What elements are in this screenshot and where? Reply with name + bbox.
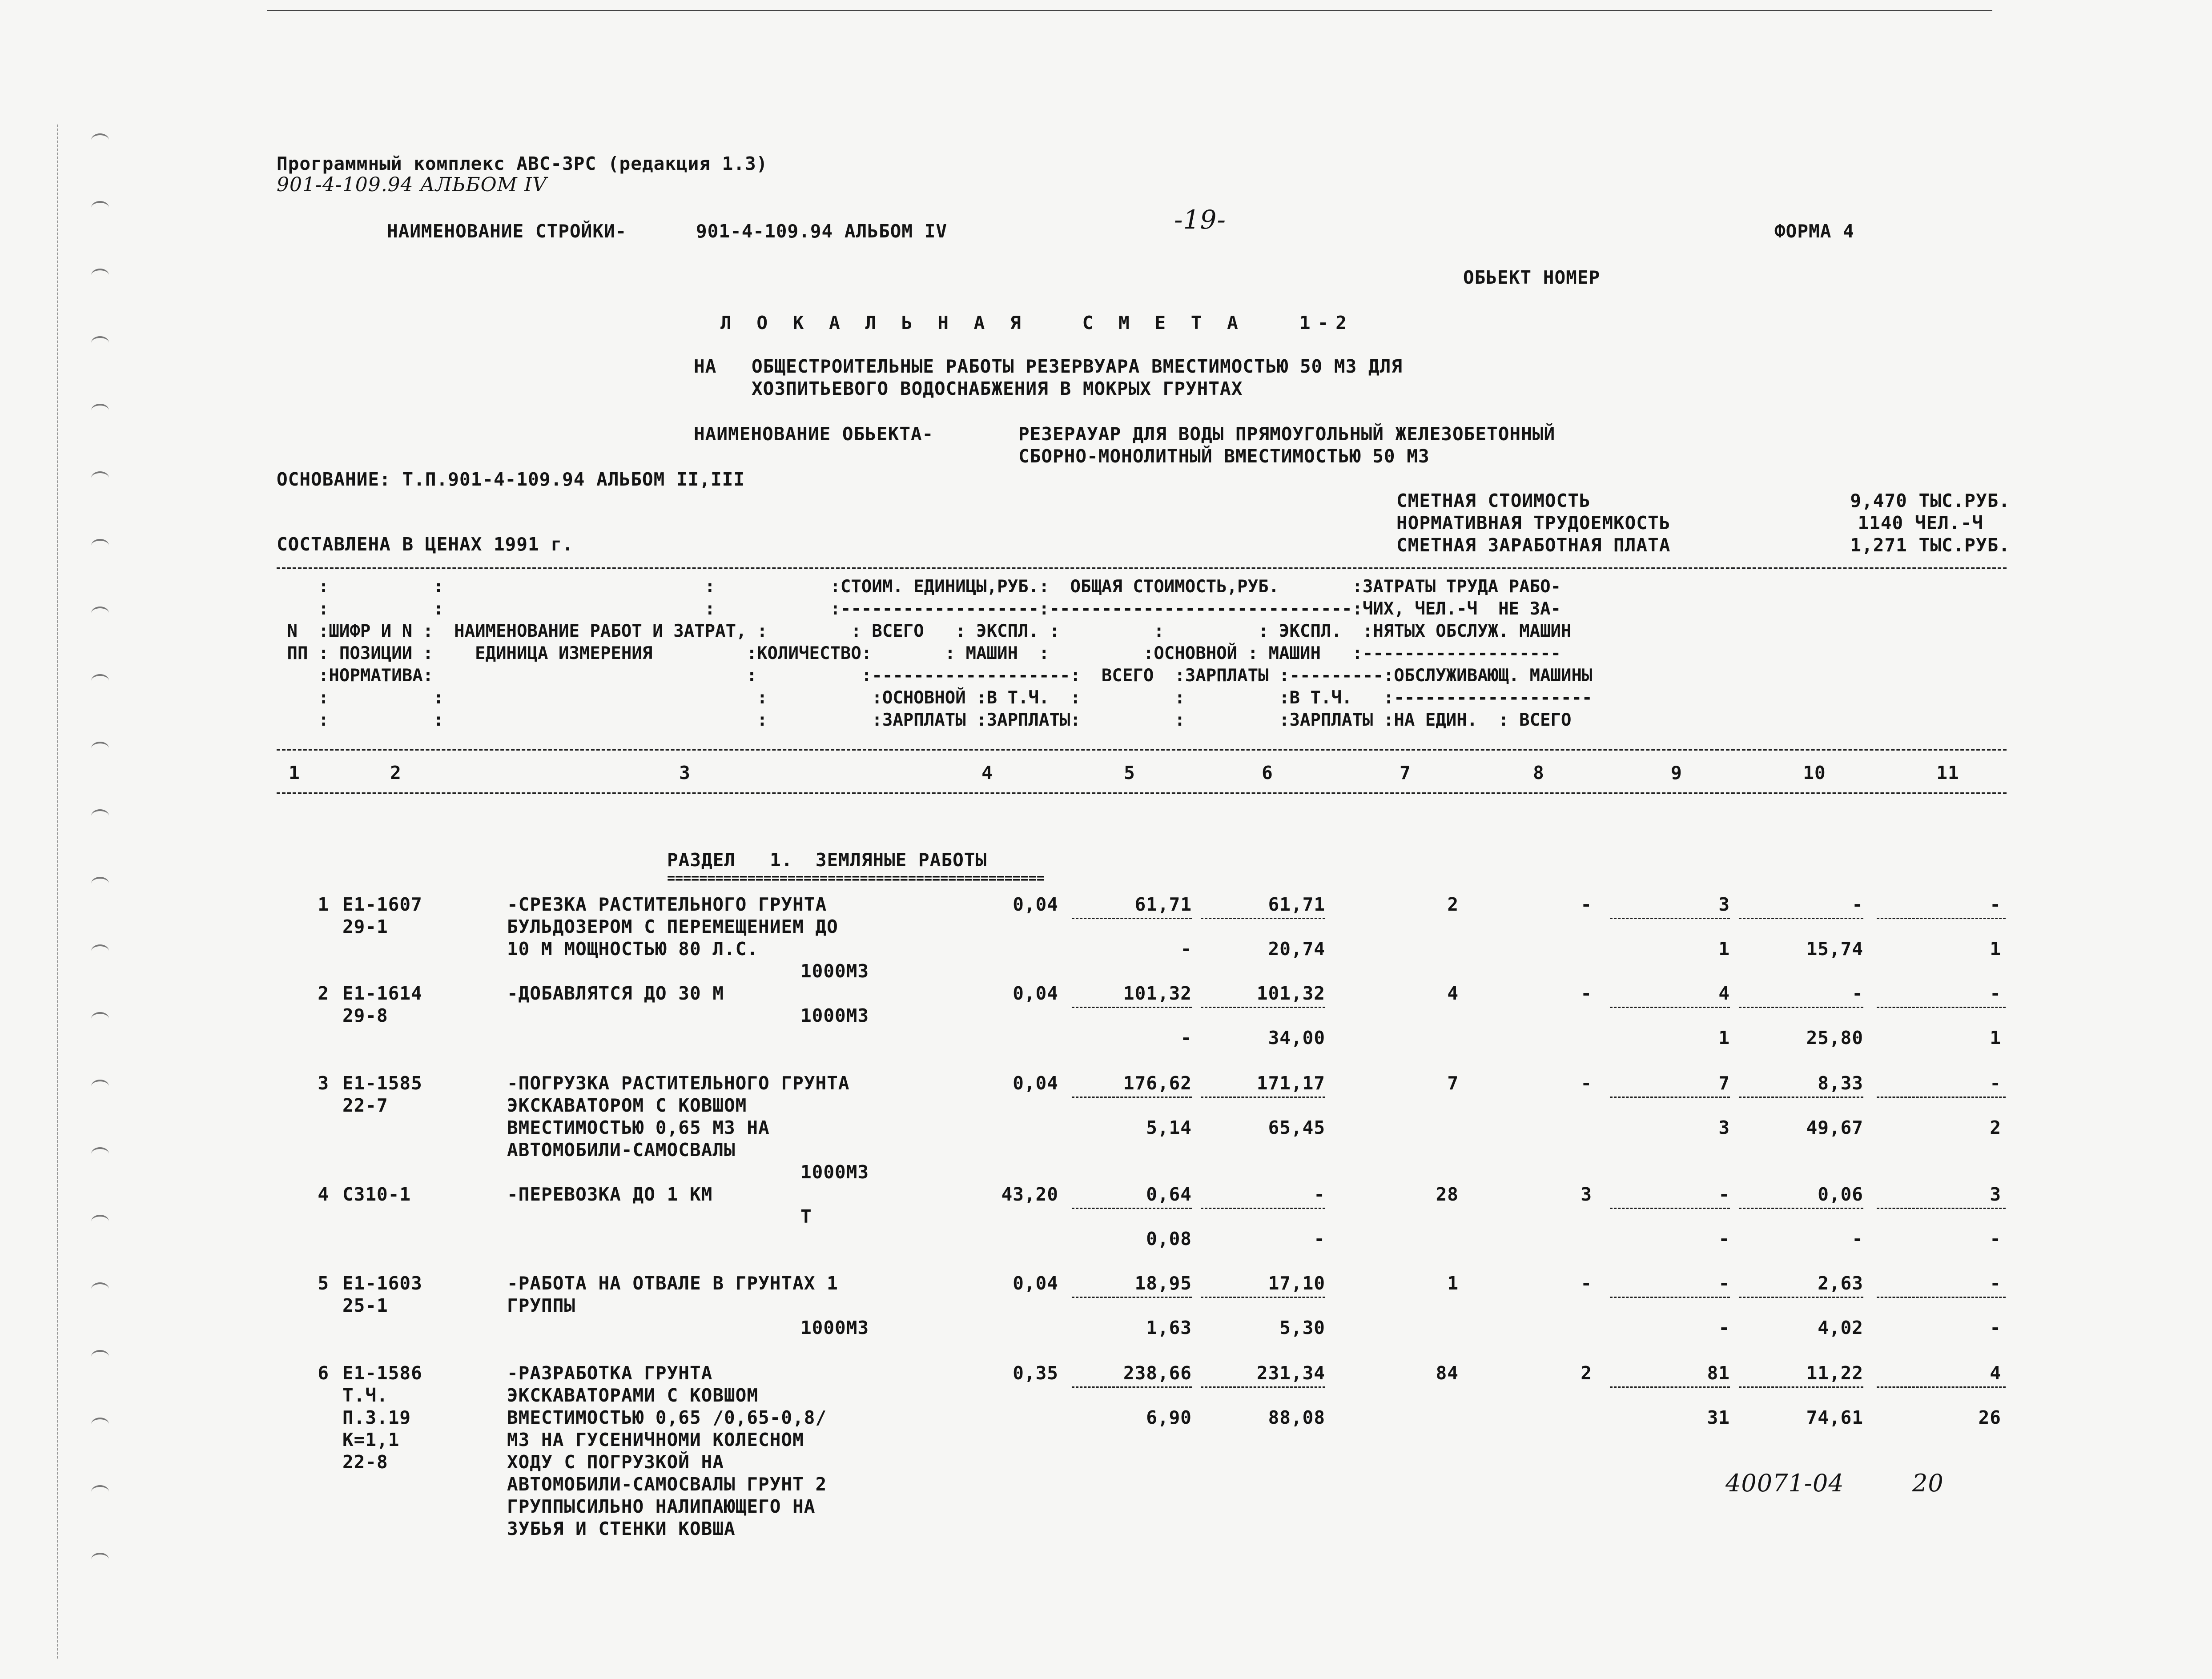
row-total-wage: 2	[1581, 1362, 1592, 1384]
col-number: 9	[1671, 762, 1682, 783]
summary-label: СМЕТНАЯ ЗАРАБОТНАЯ ПЛАТА	[1396, 534, 1671, 556]
row-cost-total: 18,95	[1134, 1273, 1192, 1294]
row-labor-total: -	[1990, 1273, 2001, 1294]
row-labor-unit: -	[1852, 894, 1863, 915]
row-cost-wage: 0,08	[1146, 1228, 1192, 1249]
row-description: АВТОМОБИЛИ-САМОСВАЛЫ	[507, 1139, 736, 1161]
cell-separator	[1739, 1386, 1863, 1388]
cell-separator	[1072, 1297, 1192, 1298]
row-labor-total-2: 26	[1978, 1407, 2001, 1428]
row-description: БУЛЬДОЗЕРОМ С ПЕРЕМЕЩЕНИЕМ ДО	[507, 916, 838, 937]
cell-separator	[1201, 1208, 1325, 1209]
header-line: :НОРМАТИВА: : :-------------------: ВСЕГО :ЗАРПЛАТЫ :---------:ОБСЛУЖИВАЮЩ. МАШИНЫ	[277, 666, 1593, 686]
row-cost-total: 0,64	[1146, 1184, 1192, 1205]
handwritten-album: 901-4-109.94 АЛЬБОМ IV	[277, 173, 547, 196]
row-quantity: 0,04	[1013, 983, 1058, 1004]
row-cost-total: 61,71	[1134, 894, 1192, 915]
col-number: 6	[1262, 762, 1273, 783]
cell-separator	[1610, 1386, 1730, 1388]
section-underline: ===============================================	[667, 871, 1045, 886]
row-cost-wage: 5,14	[1146, 1117, 1192, 1138]
row-number: 3	[318, 1072, 329, 1094]
row-unit: Т	[800, 1206, 812, 1227]
row-code: 25-1	[342, 1295, 388, 1316]
row-code: 22-8	[342, 1451, 388, 1473]
row-total-machine: 4	[1718, 983, 1730, 1004]
row-cost-machine: 101,32	[1256, 983, 1325, 1004]
row-cost-wage: -	[1180, 938, 1192, 960]
object-label: НАИМЕНОВАНИЕ ОБЬЕКТА-	[694, 423, 934, 445]
row-cost-total: 101,32	[1123, 983, 1192, 1004]
row-unit: 1000М3	[800, 1005, 869, 1026]
row-total: 84	[1436, 1362, 1459, 1384]
row-code: Е1-1586	[342, 1362, 422, 1384]
row-description: -ДОБАВЛЯТСЯ ДО 30 М	[507, 983, 724, 1004]
cell-separator	[1610, 1097, 1730, 1098]
software-name: Программный комплекс АВС-3РС (редакция 1.3)	[277, 153, 768, 174]
row-labor-unit: -	[1852, 983, 1863, 1004]
col-number: 10	[1803, 762, 1826, 783]
cell-separator	[1739, 1007, 1863, 1008]
row-description: ХОДУ С ПОГРУЗКОЙ НА	[507, 1451, 724, 1473]
row-labor-unit: 0,06	[1818, 1184, 1863, 1205]
row-cost-machine-wage: 20,74	[1268, 938, 1325, 960]
row-total-wage: -	[1581, 1072, 1592, 1094]
binder-mark	[91, 1282, 109, 1296]
binder-mark	[91, 809, 109, 823]
table-header	[277, 576, 2007, 745]
form-number: ФОРМА 4	[1774, 221, 1854, 242]
row-description: ВМЕСТИМОСТЬЮ 0,65 /0,65-0,8/	[507, 1407, 827, 1428]
row-machine-wage: 1	[1718, 1027, 1730, 1048]
row-code: С310-1	[342, 1184, 411, 1205]
row-code: К=1,1	[342, 1429, 400, 1450]
row-code: 29-1	[342, 916, 388, 937]
cell-separator	[1739, 918, 1863, 919]
row-labor-unit-2: 4,02	[1818, 1317, 1863, 1338]
summary-value: 1,271 ТЫС.РУБ.	[1850, 534, 2010, 556]
row-labor-total: 4	[1990, 1362, 2001, 1384]
row-labor-unit-2: 49,67	[1806, 1117, 1863, 1138]
binder-mark	[91, 471, 109, 485]
binder-mark	[91, 201, 109, 214]
row-code: Е1-1585	[342, 1072, 422, 1094]
row-cost-machine: 17,10	[1268, 1273, 1325, 1294]
row-machine-wage: 3	[1718, 1117, 1730, 1138]
row-total: 28	[1436, 1184, 1459, 1205]
row-cost-total: 238,66	[1123, 1362, 1192, 1384]
row-total-machine: 7	[1718, 1072, 1730, 1094]
binder-mark	[91, 133, 109, 147]
row-code: Т.Ч.	[342, 1385, 388, 1406]
row-total-machine: 81	[1707, 1362, 1730, 1384]
row-cost-machine-wage: 5,30	[1279, 1317, 1325, 1338]
row-labor-unit-2: -	[1852, 1228, 1863, 1249]
cell-separator	[1201, 1007, 1325, 1008]
row-description: ВМЕСТИМОСТЬЮ 0,65 М3 НА	[507, 1117, 770, 1138]
row-description: АВТОМОБИЛИ-САМОСВАЛЫ ГРУНТ 2	[507, 1474, 827, 1495]
row-labor-total: -	[1990, 983, 2001, 1004]
header-line: : : : :ОСНОВНОЙ :В Т.Ч. : : :В Т.Ч. :-------------------	[277, 688, 1593, 708]
object-line-1: РЕЗЕРАУАР ДЛЯ ВОДЫ ПРЯМОУГОЛЬНЫЙ ЖЕЛЕЗОБЕТОННЫЙ	[1018, 423, 1556, 445]
table-top-rule	[277, 567, 2007, 569]
column-numbers-rule	[277, 792, 2007, 794]
binder-mark	[91, 674, 109, 687]
row-description: -ПОГРУЗКА РАСТИТЕЛЬНОГО ГРУНТА	[507, 1072, 850, 1094]
binder-mark	[91, 607, 109, 620]
row-description: ЭКСКАВАТОРАМИ С КОВШОМ	[507, 1385, 759, 1406]
row-total-machine: 3	[1718, 894, 1730, 915]
binder-mark	[91, 1485, 109, 1498]
binder-mark	[91, 269, 109, 282]
col-number: 2	[390, 762, 402, 783]
row-total-machine: -	[1718, 1184, 1730, 1205]
cell-separator	[1610, 1007, 1730, 1008]
cell-separator	[1739, 1297, 1863, 1298]
row-cost-wage: -	[1180, 1027, 1192, 1048]
row-cost-machine: 61,71	[1268, 894, 1325, 915]
row-total-wage: -	[1581, 894, 1592, 915]
row-cost-machine: 171,17	[1256, 1072, 1325, 1094]
binder-mark	[91, 1147, 109, 1161]
row-cost-machine-wage: 34,00	[1268, 1027, 1325, 1048]
row-labor-total-2: 2	[1990, 1117, 2001, 1138]
row-cost-total: 176,62	[1123, 1072, 1192, 1094]
row-description: ЭКСКАВАТОРОМ С КОВШОМ	[507, 1095, 747, 1116]
row-labor-total-2: 1	[1990, 938, 2001, 960]
row-total: 2	[1447, 894, 1459, 915]
construction-label: НАИМЕНОВАНИЕ СТРОЙКИ-	[387, 221, 627, 242]
cell-separator	[1610, 1208, 1730, 1209]
row-labor-total-2: -	[1990, 1317, 2001, 1338]
header-line: : : : :ЗАРПЛАТЫ :ЗАРПЛАТЫ: : :ЗАРПЛАТЫ :НА ЕДИН. : ВСЕГО	[277, 710, 1572, 730]
binder-mark	[91, 404, 109, 417]
row-quantity: 0,35	[1013, 1362, 1058, 1384]
header-line: N :ШИФР И N : НАИМЕНОВАНИЕ РАБОТ И ЗАТРАТ, : : ВСЕГО : ЭКСПЛ. : : : ЭКСПЛ. :НЯТЫХ ОБСЛУЖ. МАШИН	[277, 621, 1572, 641]
row-total: 7	[1447, 1072, 1459, 1094]
price-basis: СОСТАВЛЕНА В ЦЕНАХ 1991 г.	[277, 534, 574, 555]
col-number: 7	[1400, 762, 1411, 783]
cell-separator	[1877, 1297, 2006, 1298]
cell-separator	[1201, 1097, 1325, 1098]
row-number: 5	[318, 1273, 329, 1294]
row-cost-machine: 231,34	[1256, 1362, 1325, 1384]
binder-mark	[91, 539, 109, 552]
row-labor-total-2: -	[1990, 1228, 2001, 1249]
header-line: ПП : ПОЗИЦИИ : ЕДИНИЦА ИЗМЕРЕНИЯ :КОЛИЧЕСТВО: : МАШИН : :ОСНОВНОЙ : МАШИН :-------------------	[277, 643, 1561, 663]
binder-mark	[91, 877, 109, 890]
header-line: : : : :-------------------:-----------------------------:ЧИХ, ЧЕЛ.-Ч НЕ ЗА-	[277, 599, 1561, 619]
binder-margin	[57, 125, 60, 1659]
row-quantity: 0,04	[1013, 1273, 1058, 1294]
summary-label: СМЕТНАЯ СТОИМОСТЬ	[1396, 490, 1591, 511]
binder-mark	[91, 336, 109, 349]
summary-label: НОРМАТИВНАЯ ТРУДОЕМКОСТЬ	[1396, 512, 1671, 534]
row-quantity: 0,04	[1013, 894, 1058, 915]
cell-separator	[1072, 1208, 1192, 1209]
subject-line-1: ОБЩЕСТРОИТЕЛЬНЫЕ РАБОТЫ РЕЗЕРВУАРА ВМЕСТИМОСТЬЮ 50 М3 ДЛЯ	[752, 356, 1403, 377]
document-title: Л О К А Л Ь Н А Я С М Е Т А 1-2	[720, 312, 1354, 333]
binder-mark	[91, 944, 109, 958]
row-code: Е1-1603	[342, 1273, 422, 1294]
handwritten-doc-number: 40071-04	[1725, 1469, 1844, 1497]
binder-mark	[91, 1012, 109, 1025]
object-number: ОБЬЕКТ НОМЕР	[1463, 267, 1601, 288]
handwritten-page: 20	[1912, 1469, 1944, 1497]
row-description: ЗУБЬЯ И СТЕНКИ КОВША	[507, 1518, 736, 1539]
row-total-wage: -	[1581, 983, 1592, 1004]
row-cost-machine-wage: 65,45	[1268, 1117, 1325, 1138]
row-number: 2	[318, 983, 329, 1004]
binder-mark	[91, 1215, 109, 1228]
row-description: -РАЗРАБОТКА ГРУНТА	[507, 1362, 713, 1384]
binder-mark	[91, 1080, 109, 1093]
cell-separator	[1739, 1097, 1863, 1098]
header-rule	[277, 749, 2007, 751]
row-cost-machine: -	[1314, 1184, 1325, 1205]
col-number: 1	[289, 762, 300, 783]
cell-separator	[1739, 1208, 1863, 1209]
row-unit: 1000М3	[800, 960, 869, 982]
row-labor-unit-2: 74,61	[1806, 1407, 1863, 1428]
cell-separator	[1072, 1386, 1192, 1388]
cell-separator	[1877, 1007, 2006, 1008]
row-description: -РАБОТА НА ОТВАЛЕ В ГРУНТАХ 1	[507, 1273, 838, 1294]
construction-value: 901-4-109.94 АЛЬБОМ IV	[696, 221, 948, 242]
row-code: П.3.19	[342, 1407, 411, 1428]
row-cost-machine-wage: -	[1314, 1228, 1325, 1249]
row-description: -ПЕРЕВОЗКА ДО 1 КМ	[507, 1184, 713, 1205]
row-quantity: 43,20	[1001, 1184, 1058, 1205]
col-number: 4	[981, 762, 993, 783]
row-code: Е1-1607	[342, 894, 422, 915]
row-labor-total: -	[1990, 1072, 2001, 1094]
row-machine-wage: -	[1718, 1317, 1730, 1338]
row-total-wage: 3	[1581, 1184, 1592, 1205]
row-description: 10 М МОЩНОСТЬЮ 80 Л.С.	[507, 938, 759, 960]
row-description: -СРЕЗКА РАСТИТЕЛЬНОГО ГРУНТА	[507, 894, 827, 915]
row-machine-wage: -	[1718, 1228, 1730, 1249]
cell-separator	[1877, 918, 2006, 919]
row-description: ГРУППЫСИЛЬНО НАЛИПАЮЩЕГО НА	[507, 1496, 816, 1517]
cell-separator	[1877, 1208, 2006, 1209]
row-cost-machine-wage: 88,08	[1268, 1407, 1325, 1428]
row-labor-total: 3	[1990, 1184, 2001, 1205]
row-labor-unit: 8,33	[1818, 1072, 1863, 1094]
page-number: -19-	[1174, 205, 1226, 235]
row-unit: 1000М3	[800, 1317, 869, 1338]
section-title: РАЗДЕЛ 1. ЗЕМЛЯНЫЕ РАБОТЫ	[667, 849, 987, 871]
object-line-2: СБОРНО-МОНОЛИТНЫЙ ВМЕСТИМОСТЬЮ 50 М3	[1018, 446, 1430, 467]
cell-separator	[1201, 1386, 1325, 1388]
row-quantity: 0,04	[1013, 1072, 1058, 1094]
binder-mark	[91, 1553, 109, 1566]
cell-separator	[1072, 1007, 1192, 1008]
col-number: 8	[1533, 762, 1544, 783]
binder-mark	[91, 1350, 109, 1363]
row-cost-wage: 6,90	[1146, 1407, 1192, 1428]
row-labor-total: -	[1990, 894, 2001, 915]
binder-mark	[91, 742, 109, 755]
summary-value: 9,470 ТЫС.РУБ.	[1850, 490, 2010, 511]
basis: ОСНОВАНИЕ: Т.П.901-4-109.94 АЛЬБОМ II,III	[277, 469, 745, 490]
cell-separator	[1877, 1386, 2006, 1388]
cell-separator	[1072, 1097, 1192, 1098]
row-labor-unit-2: 15,74	[1806, 938, 1863, 960]
summary-value: 1140 ЧЕЛ.-Ч	[1858, 512, 1983, 534]
row-total: 1	[1447, 1273, 1459, 1294]
cell-separator	[1877, 1097, 2006, 1098]
row-description: М3 НА ГУСЕНИЧНОМИ КОЛЕСНОМ	[507, 1429, 804, 1450]
cell-separator	[1610, 918, 1730, 919]
row-number: 6	[318, 1362, 329, 1384]
row-total-wage: -	[1581, 1273, 1592, 1294]
row-labor-unit-2: 25,80	[1806, 1027, 1863, 1048]
subject-prefix: НА	[694, 356, 717, 377]
row-description: ГРУППЫ	[507, 1295, 576, 1316]
col-number: 3	[679, 762, 691, 783]
row-number: 4	[318, 1184, 329, 1205]
cell-separator	[1201, 1297, 1325, 1298]
row-machine-wage: 31	[1707, 1407, 1730, 1428]
cell-separator	[1610, 1297, 1730, 1298]
row-total: 4	[1447, 983, 1459, 1004]
top-edge-line	[267, 10, 1992, 11]
row-code: 22-7	[342, 1095, 388, 1116]
cell-separator	[1201, 918, 1325, 919]
row-labor-total-2: 1	[1990, 1027, 2001, 1048]
col-number: 5	[1124, 762, 1135, 783]
row-cost-wage: 1,63	[1146, 1317, 1192, 1338]
binder-mark	[91, 1418, 109, 1431]
row-unit: 1000М3	[800, 1161, 869, 1183]
row-labor-unit: 2,63	[1818, 1273, 1863, 1294]
row-number: 1	[318, 894, 329, 915]
subject-line-2: ХОЗПИТЬЕВОГО ВОДОСНАБЖЕНИЯ В МОКРЫХ ГРУНТАХ	[752, 378, 1243, 399]
cell-separator	[1072, 918, 1192, 919]
row-total-machine: -	[1718, 1273, 1730, 1294]
row-code: Е1-1614	[342, 983, 422, 1004]
col-number: 11	[1936, 762, 1959, 783]
row-labor-unit: 11,22	[1806, 1362, 1863, 1384]
header-line: : : : :СТОИМ. ЕДИНИЦЫ,РУБ.: ОБЩАЯ СТОИМОСТЬ,РУБ. :ЗАТРАТЫ ТРУДА РАБО-	[277, 577, 1561, 597]
row-code: 29-8	[342, 1005, 388, 1026]
row-machine-wage: 1	[1718, 938, 1730, 960]
